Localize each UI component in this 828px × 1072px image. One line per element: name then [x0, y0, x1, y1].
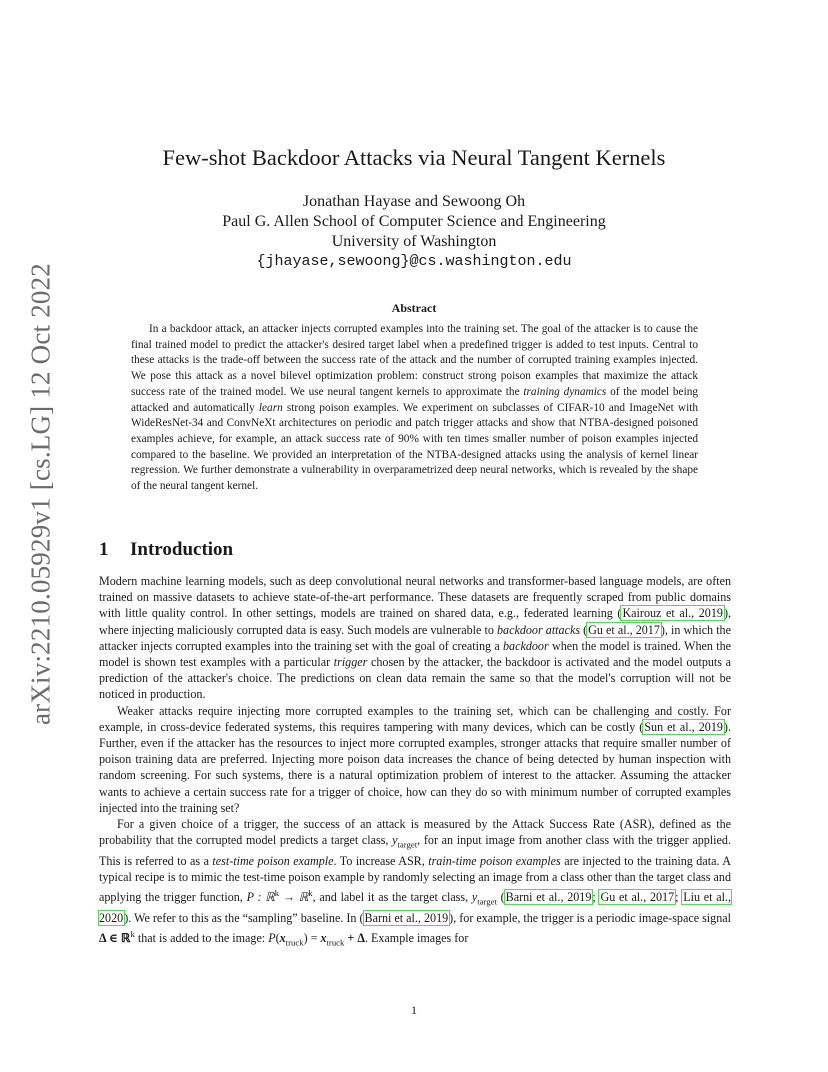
text: For a given choice of a trigger, the success of an attack is measured by the Attack Success Rate (ASR), defined as the probability that the corrupted model predicts a target class,	[99, 817, 731, 848]
text: chosen by the attacker, the backdoor is activated and the model outputs a prediction of the attacker's choice. The predictions on clean data remain the same so that the model's corruption will not be noticed in production.	[99, 655, 731, 702]
abstract-emphasis: training dynamics	[523, 385, 607, 398]
affiliation-line1: Paul G. Allen School of Computer Science and Engineering	[222, 213, 606, 230]
introduction-body	[99, 573, 731, 951]
math-var: y	[471, 890, 478, 905]
abstract-paragraph	[131, 322, 698, 495]
citation-link[interactable]: Gu et al., 2017	[588, 622, 660, 637]
author-block	[0, 192, 828, 272]
text: ;	[675, 890, 683, 905]
emphasis: backdoor attacks	[497, 622, 581, 637]
text: ), in which the attacker injects corrupted examples into the training set with the goal of creating a	[99, 622, 731, 653]
citation-link[interactable]: Barni et al., 2019	[364, 910, 449, 925]
abstract-text: In a backdoor attack, an attacker injects corrupted examples into the training set. The goal of the attacker is to cause the final trained model to predict the attacker's desired target label when a predefined trigger is added to test inputs. Central to these attacks is the trade-off between the success rate of the attack and the number of corrupted training examples injected. We pose this attack as a novel bilevel optimization problem: construct strong poison examples that maximize the attack success rate of the trained model. We use neural tangent kernels to approximate the	[131, 323, 698, 398]
intro-paragraph-1	[99, 573, 731, 703]
emphasis: test-time poison example	[212, 853, 334, 868]
arxiv-identifier	[20, 262, 62, 726]
intro-paragraph-3: For a given choice of a trigger, the success of an attack is measured by the Attack Success Rate (ASR), defined as the probability that the corrupted model predicts a target class, $y_{target}$, for an input image from another class with the trigger applied. This is referred to as a test-time poison example. To increase ASR, train-time poison examples are injected to the training data. A typical recipe is to mimic the test-time poison example by randomly selecting an image from a class other than the target class and applying the trigger function, P : ℝ$^k$ → ℝ$^k$, and label it as the target class, $y_{target}$ (Barni et al., 2019; Gu et al., 2017; Liu et al., 2020). We refer to this as the “sampling” baseline. In (Barni et al., 2019), for example, the trigger is a periodic image-space signal Δ ∈ ℝ$^k$ that is added to the image: $P(x_{truck}) = x_{truck} + \Delta$. Example images for	[99, 817, 731, 948]
math-var: x	[320, 931, 327, 946]
emphasis: trigger	[333, 655, 368, 670]
section-title: Introduction	[130, 539, 234, 560]
math-sub: truck	[326, 937, 345, 948]
abstract-body	[131, 322, 698, 495]
text: , and label it as the target class,	[312, 890, 472, 905]
math-func: P : ℝ	[246, 890, 275, 905]
math-op: + Δ	[344, 931, 365, 946]
emphasis: backdoor	[503, 638, 549, 653]
abstract-heading: Abstract	[391, 301, 437, 315]
author-email: {jhayase,sewoong}@cs.washington.edu	[256, 253, 572, 270]
citation-link[interactable]: Sun et al., 2019	[644, 719, 723, 734]
emphasis: train-time poison examples	[428, 853, 561, 868]
math-sub: target	[397, 839, 418, 850]
text: , for an input image from another class with the trigger applied. This is referred to as a	[99, 833, 731, 868]
abstract-emphasis: learn	[258, 401, 283, 414]
abstract-text: strong poison examples. We experiment on subclasses of CIFAR-10 and ImageNet with WideResNet-34 and ConvNeXt architectures on periodic and patch trigger attacks and show that NTBA-designed poisoned examples achieve, for example, an attack success rate of 90% with ten times smaller number of poison examples injected compared to the baseline. We provided an interpretation of the NTBA-designed attacks using the analysis of kernel linear regression. We further demonstrate a vulnerability in overparametrized deep neural networks, which is revealed by the shape of the neural tangent kernel.	[131, 401, 698, 493]
section-number: 1	[99, 539, 109, 560]
math-var: y	[392, 833, 398, 848]
citation-link[interactable]: Barni et al., 2019	[505, 890, 592, 905]
math-op: ) =	[303, 931, 321, 946]
paper-title: Few-shot Backdoor Attacks via Neural Tangent Kernels	[162, 145, 666, 170]
citation-link[interactable]: Liu et al., 2020	[99, 890, 731, 925]
author-names: Jonathan Hayase and Sewoong Oh	[302, 193, 526, 210]
math-sub: target	[477, 896, 497, 907]
text: ). We refer to this as the “sampling” baseline. In (	[124, 910, 364, 925]
math-var: P	[268, 931, 276, 946]
math-sup: k	[130, 929, 135, 940]
text: . To increase ASR,	[333, 853, 429, 868]
text: Modern machine learning models, such as deep convolutional neural networks and transformer-based language models, are often trained on massive datasets to achieve state-of-the-art performance. These datasets are frequently scraped from public domains with little quality control. In other settings, models are trained on shared data, e.g., federated learning (	[99, 574, 731, 621]
citation-link[interactable]: Kairouz et al., 2019	[622, 606, 723, 621]
text: ). Further, even if the attacker has the resources to inject more corrupted examples, stronger attacks that require smaller number of poison training data are preferred. Injecting more poison data increases the chance of being detected by human inspection with random screening. For such systems, there is a natural optimization problem of interest to the attacker. Assuming the attacker wants to achieve a certain success rate for a trigger of choice, how can they do so with minimum number of corrupted examples injected into the training set?	[99, 719, 731, 815]
text: that is added to the image:	[134, 931, 269, 946]
abstract-text: of the model being attacked and automatically	[131, 385, 699, 414]
math-arrow: → ℝ	[279, 890, 309, 905]
math-var: x	[279, 931, 286, 946]
page-number: 1	[411, 1003, 417, 1017]
math-sup: k	[274, 888, 280, 899]
math-sup: k	[308, 888, 313, 899]
text: are injected to the training data. A typical recipe is to mimic the test-time poison example by randomly selecting an image from a class other than the target class and applying the trigger function,	[99, 853, 731, 905]
math-sub: truck	[285, 937, 304, 948]
section-heading	[99, 539, 233, 561]
text: when the model is trained. When the model is shown test examples with a particular	[99, 638, 731, 670]
text: (	[580, 622, 588, 637]
text: ;	[592, 890, 600, 905]
text: ), where injecting maliciously corrupted data is easy. Such models are vulnerable to	[99, 606, 731, 637]
citation-link[interactable]: Gu et al., 2017	[600, 890, 675, 905]
arxiv-identifier-text: arXiv:2210.05929v1 [cs.LG] 12 Oct 2022	[25, 262, 56, 726]
math-delta: Δ ∈ ℝ	[99, 931, 131, 946]
intro-paragraph-2	[99, 703, 731, 816]
text: ), for example, the trigger is a periodic image-space signal	[449, 910, 731, 925]
text: Weaker attacks require injecting more corrupted examples to the training set, which can be challenging and costly. For example, in cross-device federated systems, this requires tampering with many devices, which can be costly (	[99, 703, 731, 734]
affiliation-line2: University of Washington	[331, 233, 497, 250]
text: . Example images for	[364, 931, 469, 946]
text: (	[496, 890, 505, 905]
